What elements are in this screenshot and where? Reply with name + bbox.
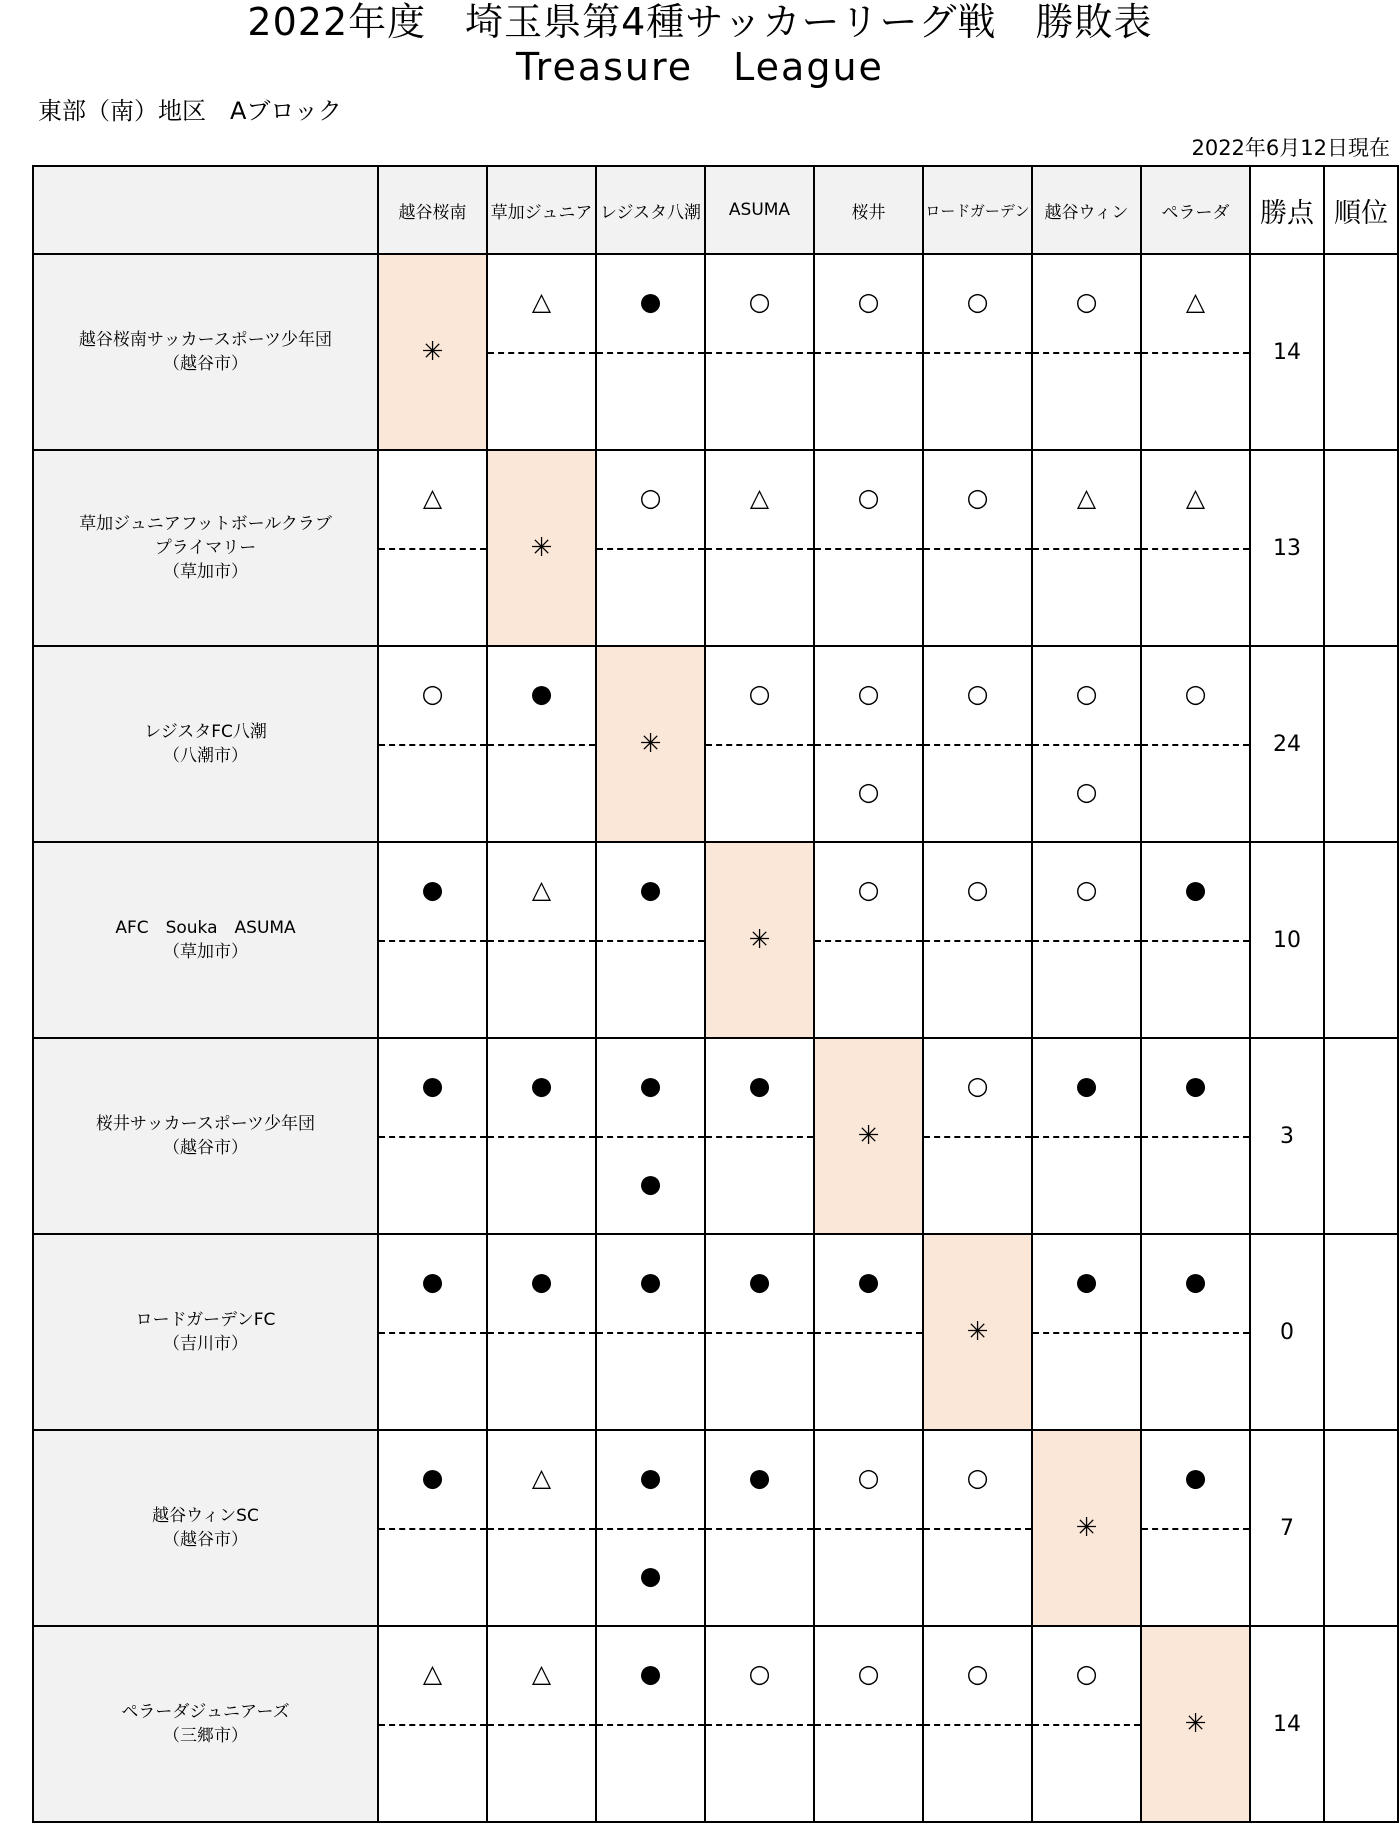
first-leg-result: ○	[1184, 679, 1207, 708]
result-cell	[814, 646, 923, 842]
team-city: （越谷市）	[163, 1530, 248, 1550]
team-name-cell	[33, 1234, 378, 1430]
first-leg-result: ○	[857, 1659, 880, 1688]
result-cell	[378, 450, 487, 646]
first-leg-result: ●	[1184, 1463, 1207, 1492]
table-row	[33, 254, 1398, 450]
result-cell	[487, 842, 596, 1038]
second-leg-result: ○	[1075, 777, 1098, 806]
first-leg-result: ●	[639, 287, 662, 316]
first-leg-result: ●	[748, 1267, 771, 1296]
result-cell	[378, 1430, 487, 1626]
first-leg-result: ○	[857, 679, 880, 708]
leg-divider	[924, 548, 1031, 550]
leg-divider	[706, 1724, 813, 1726]
result-cell	[923, 254, 1032, 450]
leg-divider	[1142, 1528, 1249, 1530]
result-cell	[705, 1234, 814, 1430]
result-cell	[923, 1626, 1032, 1822]
leg-divider	[924, 1136, 1031, 1138]
points-cell: 14	[1250, 1626, 1324, 1822]
first-leg-result: ●	[1075, 1267, 1098, 1296]
first-leg-result: ○	[639, 483, 662, 512]
leg-divider	[488, 352, 595, 354]
self-match-mark: ✳	[748, 925, 771, 955]
first-leg-result: △	[531, 1659, 552, 1688]
table-row	[33, 1038, 1398, 1234]
team-city: （越谷市）	[163, 1138, 248, 1158]
leg-divider	[379, 1528, 486, 1530]
result-cell	[1141, 1234, 1250, 1430]
rank-cell	[1324, 450, 1398, 646]
first-leg-result: ○	[966, 1659, 989, 1688]
first-leg-result: ○	[857, 483, 880, 512]
first-leg-result: △	[531, 875, 552, 904]
team-name-line: 越谷桜南サッカースポーツ少年団	[78, 330, 333, 350]
self-match-mark: ✳	[966, 1317, 989, 1347]
leg-divider	[488, 1332, 595, 1334]
leg-divider	[815, 352, 922, 354]
result-cell	[814, 1626, 923, 1822]
rank-cell	[1324, 646, 1398, 842]
first-leg-result: ●	[1184, 875, 1207, 904]
points-cell: 10	[1250, 842, 1324, 1038]
leg-divider	[1142, 352, 1249, 354]
first-leg-result: △	[531, 287, 552, 316]
leg-divider	[379, 1136, 486, 1138]
team-name-cell	[33, 842, 378, 1038]
leg-divider	[1033, 352, 1140, 354]
column-header: 越谷桜南	[378, 166, 487, 254]
rank-cell	[1324, 1234, 1398, 1430]
leg-divider	[597, 1136, 704, 1138]
result-cell	[1141, 646, 1250, 842]
first-leg-result: ○	[966, 1463, 989, 1492]
standings-body	[33, 254, 1398, 1822]
result-cell	[705, 1430, 814, 1626]
leg-divider	[924, 744, 1031, 746]
column-header: 草加ジュニア	[487, 166, 596, 254]
first-leg-result: △	[749, 483, 770, 512]
leg-divider	[379, 744, 486, 746]
leg-divider	[488, 1724, 595, 1726]
result-cell	[596, 842, 705, 1038]
leg-divider	[706, 1332, 813, 1334]
leg-divider	[597, 1724, 704, 1726]
first-leg-result: ○	[748, 287, 771, 316]
first-leg-result: ●	[639, 1071, 662, 1100]
table-row	[33, 1430, 1398, 1626]
self-match-cell	[814, 1038, 923, 1234]
team-name-cell	[33, 646, 378, 842]
leg-divider	[706, 548, 813, 550]
page-title: 2022年度 埼玉県第4種サッカーリーグ戦 勝敗表	[247, 0, 1153, 44]
first-leg-result: ○	[857, 875, 880, 904]
self-match-cell	[923, 1234, 1032, 1430]
self-match-cell	[1032, 1430, 1141, 1626]
leg-divider	[706, 744, 813, 746]
result-cell	[487, 646, 596, 842]
result-cell	[923, 842, 1032, 1038]
team-name-line: 草加ジュニアフットボールクラブ	[79, 514, 332, 534]
result-cell	[596, 1038, 705, 1234]
result-cell	[705, 1626, 814, 1822]
result-cell	[814, 254, 923, 450]
first-leg-result: ●	[639, 1267, 662, 1296]
first-leg-result: ○	[966, 679, 989, 708]
team-name-cell	[33, 1430, 378, 1626]
result-cell	[596, 1626, 705, 1822]
first-leg-result: ○	[1075, 679, 1098, 708]
result-cell	[487, 1430, 596, 1626]
leg-divider	[815, 1528, 922, 1530]
first-leg-result: ●	[421, 875, 444, 904]
result-cell	[923, 1038, 1032, 1234]
leg-divider	[1033, 1136, 1140, 1138]
result-cell	[1032, 842, 1141, 1038]
leg-divider	[815, 548, 922, 550]
points-header: 勝点	[1250, 166, 1324, 254]
self-match-mark: ✳	[639, 729, 662, 759]
leg-divider	[924, 352, 1031, 354]
first-leg-result: ○	[421, 679, 444, 708]
result-cell	[378, 646, 487, 842]
team-city: （越谷市）	[163, 354, 248, 374]
team-name-line: AFC Souka ASUMA	[115, 918, 296, 938]
points-cell: 13	[1250, 450, 1324, 646]
leg-divider	[706, 1528, 813, 1530]
result-cell	[923, 450, 1032, 646]
points-cell: 24	[1250, 646, 1324, 842]
result-cell	[1141, 1038, 1250, 1234]
result-cell	[705, 450, 814, 646]
first-leg-result: ○	[966, 287, 989, 316]
team-name-line: ロードガーデンFC	[135, 1310, 276, 1330]
first-leg-result: ●	[639, 1659, 662, 1688]
leg-divider	[815, 744, 922, 746]
leg-divider	[1142, 1332, 1249, 1334]
team-city: （草加市）	[163, 942, 248, 962]
first-leg-result: ○	[966, 875, 989, 904]
first-leg-result: △	[422, 483, 443, 512]
result-cell	[1032, 254, 1141, 450]
team-city: （八潮市）	[163, 746, 248, 766]
first-leg-result: ○	[748, 1659, 771, 1688]
result-cell	[705, 1038, 814, 1234]
first-leg-result: ●	[421, 1071, 444, 1100]
self-match-mark: ✳	[1184, 1709, 1207, 1739]
result-cell	[1032, 450, 1141, 646]
result-cell	[1032, 1038, 1141, 1234]
column-header: ロードガーデン	[923, 166, 1032, 254]
result-cell	[487, 1038, 596, 1234]
first-leg-result: △	[531, 1463, 552, 1492]
team-name-line: 桜井サッカースポーツ少年団	[95, 1114, 316, 1134]
district-label: 東部（南）地区 Aブロック	[38, 97, 342, 125]
result-cell	[596, 254, 705, 450]
team-name-line: レジスタFC八潮	[144, 722, 267, 742]
result-cell	[596, 1430, 705, 1626]
page-subtitle: Treasure League	[516, 45, 884, 89]
leg-divider	[1142, 1136, 1249, 1138]
column-header: ASUMA	[705, 166, 814, 254]
self-match-cell	[705, 842, 814, 1038]
corner-cell	[33, 166, 378, 254]
result-cell	[1141, 450, 1250, 646]
leg-divider	[1033, 1724, 1140, 1726]
leg-divider	[488, 1136, 595, 1138]
column-header: レジスタ八潮	[596, 166, 705, 254]
team-city: （三郷市）	[163, 1726, 248, 1746]
result-cell	[487, 254, 596, 450]
leg-divider	[1033, 548, 1140, 550]
standings-table	[32, 165, 1399, 1823]
first-leg-result: △	[1185, 483, 1206, 512]
points-cell: 7	[1250, 1430, 1324, 1626]
column-header: 桜井	[814, 166, 923, 254]
result-cell	[1032, 1234, 1141, 1430]
leg-divider	[924, 1528, 1031, 1530]
result-cell	[1141, 1430, 1250, 1626]
result-cell	[1141, 842, 1250, 1038]
result-cell	[705, 646, 814, 842]
leg-divider	[379, 1332, 486, 1334]
rank-cell	[1324, 1430, 1398, 1626]
table-row	[33, 842, 1398, 1038]
first-leg-result: △	[1076, 483, 1097, 512]
first-leg-result: ●	[857, 1267, 880, 1296]
first-leg-result: ○	[1075, 287, 1098, 316]
first-leg-result: ●	[530, 1071, 553, 1100]
table-row	[33, 646, 1398, 842]
result-cell	[1032, 646, 1141, 842]
header-row	[33, 166, 1398, 254]
rank-cell	[1324, 254, 1398, 450]
result-cell	[596, 1234, 705, 1430]
second-leg-result: ●	[639, 1169, 662, 1198]
leg-divider	[1033, 1332, 1140, 1334]
result-cell	[378, 1038, 487, 1234]
leg-divider	[815, 1724, 922, 1726]
team-city: （吉川市）	[163, 1334, 248, 1354]
first-leg-result: ○	[966, 483, 989, 512]
self-match-cell	[487, 450, 596, 646]
result-cell	[596, 450, 705, 646]
points-cell: 3	[1250, 1038, 1324, 1234]
self-match-mark: ✳	[530, 533, 553, 563]
second-leg-result: ●	[639, 1561, 662, 1590]
points-cell: 0	[1250, 1234, 1324, 1430]
leg-divider	[1033, 744, 1140, 746]
leg-divider	[815, 940, 922, 942]
first-leg-result: ●	[1184, 1071, 1207, 1100]
first-leg-result: ●	[639, 875, 662, 904]
first-leg-result: ●	[421, 1463, 444, 1492]
first-leg-result: ○	[966, 1071, 989, 1100]
leg-divider	[488, 1528, 595, 1530]
table-row	[33, 1234, 1398, 1430]
leg-divider	[597, 1528, 704, 1530]
leg-divider	[924, 1724, 1031, 1726]
first-leg-result: △	[422, 1659, 443, 1688]
first-leg-result: ●	[639, 1463, 662, 1492]
leg-divider	[379, 1724, 486, 1726]
leg-divider	[706, 1136, 813, 1138]
first-leg-result: ○	[1075, 875, 1098, 904]
self-match-cell	[596, 646, 705, 842]
result-cell	[1141, 254, 1250, 450]
first-leg-result: ○	[857, 287, 880, 316]
result-cell	[923, 646, 1032, 842]
team-name-cell	[33, 1038, 378, 1234]
rank-cell	[1324, 842, 1398, 1038]
rank-cell	[1324, 1626, 1398, 1822]
first-leg-result: ○	[748, 679, 771, 708]
first-leg-result: △	[1185, 287, 1206, 316]
result-cell	[378, 842, 487, 1038]
leg-divider	[488, 744, 595, 746]
result-cell	[814, 450, 923, 646]
leg-divider	[488, 940, 595, 942]
leg-divider	[815, 1332, 922, 1334]
points-cell: 14	[1250, 254, 1324, 450]
leg-divider	[597, 352, 704, 354]
column-header: ペラーダ	[1141, 166, 1250, 254]
self-match-mark: ✳	[421, 337, 444, 367]
leg-divider	[1142, 548, 1249, 550]
first-leg-result: ●	[748, 1071, 771, 1100]
team-name-line: 越谷ウィンSC	[152, 1506, 259, 1526]
leg-divider	[379, 940, 486, 942]
team-city: （草加市）	[163, 562, 248, 582]
team-name-cell	[33, 1626, 378, 1822]
leg-divider	[597, 940, 704, 942]
result-cell	[705, 254, 814, 450]
result-cell	[923, 1430, 1032, 1626]
first-leg-result: ●	[748, 1463, 771, 1492]
team-name-cell	[33, 254, 378, 450]
first-leg-result: ●	[530, 679, 553, 708]
as-of-date: 2022年6月12日現在	[1191, 136, 1390, 160]
leg-divider	[706, 352, 813, 354]
self-match-mark: ✳	[1075, 1513, 1098, 1543]
self-match-cell	[1141, 1626, 1250, 1822]
second-leg-result: ○	[857, 777, 880, 806]
table-row	[33, 1626, 1398, 1822]
leg-divider	[1142, 744, 1249, 746]
leg-divider	[924, 940, 1031, 942]
column-header: 越谷ウィン	[1032, 166, 1141, 254]
result-cell	[814, 1430, 923, 1626]
first-leg-result: ●	[1075, 1071, 1098, 1100]
result-cell	[378, 1234, 487, 1430]
team-name-line: ペラーダジュニアーズ	[121, 1702, 290, 1722]
self-match-cell	[378, 254, 487, 450]
leg-divider	[379, 548, 486, 550]
first-leg-result: ○	[857, 1463, 880, 1492]
first-leg-result: ●	[1184, 1267, 1207, 1296]
leg-divider	[597, 1332, 704, 1334]
leg-divider	[1033, 940, 1140, 942]
result-cell	[378, 1626, 487, 1822]
result-cell	[487, 1626, 596, 1822]
result-cell	[814, 1234, 923, 1430]
table-row	[33, 450, 1398, 646]
rank-cell	[1324, 1038, 1398, 1234]
team-name-cell	[33, 450, 378, 646]
leg-divider	[1142, 940, 1249, 942]
rank-header: 順位	[1324, 166, 1398, 254]
result-cell	[487, 1234, 596, 1430]
result-cell	[1032, 1626, 1141, 1822]
leg-divider	[597, 548, 704, 550]
team-name-line: プライマリー	[154, 538, 257, 558]
first-leg-result: ○	[1075, 1659, 1098, 1688]
first-leg-result: ●	[530, 1267, 553, 1296]
result-cell	[814, 842, 923, 1038]
first-leg-result: ●	[421, 1267, 444, 1296]
self-match-mark: ✳	[857, 1121, 880, 1151]
